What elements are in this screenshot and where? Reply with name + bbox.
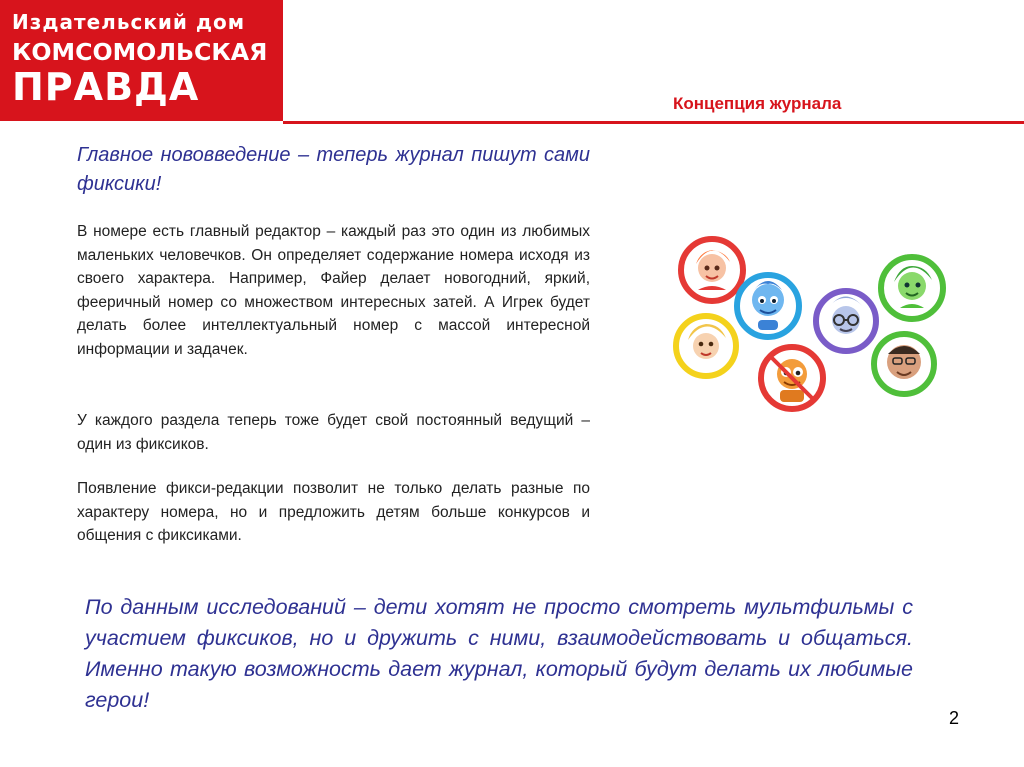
body-paragraph: Появление фикси-редакции позволит не только делать разные по характеру номера, но и предложить детям больше конкурсов и общения с фиксиками. xyxy=(77,480,590,544)
page-number: 2 xyxy=(949,708,960,728)
character-badge xyxy=(816,291,876,351)
logo-name-line1: КОМСОМОЛЬСКАЯ xyxy=(12,40,268,66)
logo-publisher-line: Издательский дом xyxy=(12,10,246,34)
body-paragraph: У каждого раздела теперь тоже будет свой постоянный ведущий – один из фиксиков. xyxy=(77,412,590,453)
character-badge xyxy=(881,257,943,319)
character-badge xyxy=(761,347,823,409)
logo-name-line2: ПРАВДА xyxy=(12,65,200,109)
character-badge xyxy=(874,334,934,394)
lead-text: Главное нововведение – теперь журнал пишут сами фиксики! xyxy=(77,144,590,195)
body-paragraph: В номере есть главный редактор – каждый раз это один из любимых маленьких человечков. Он определяет содержание номера исходя из своего характера. Например, Файер делает новогодний, яркий, фееричный номер со множеством интересных затей. А Игрек будет делать более интеллектуальный номер с массой интересной информации и задачек. xyxy=(77,223,590,358)
character-badge xyxy=(737,275,799,337)
header-divider xyxy=(283,121,1024,124)
character-badge xyxy=(681,239,743,301)
page-title: Концепция журнала xyxy=(673,94,842,113)
publisher-logo xyxy=(0,0,283,121)
character-badge xyxy=(676,316,736,376)
character-badges-icon xyxy=(668,228,958,428)
summary-text: По данным исследований – дети хотят не просто смотреть мультфильмы с участием фиксиков, но и дружить с ними, взаимодействовать и общаться. Именно такую возможность дает журнал, который будут делать их любимые герои! xyxy=(85,595,913,712)
